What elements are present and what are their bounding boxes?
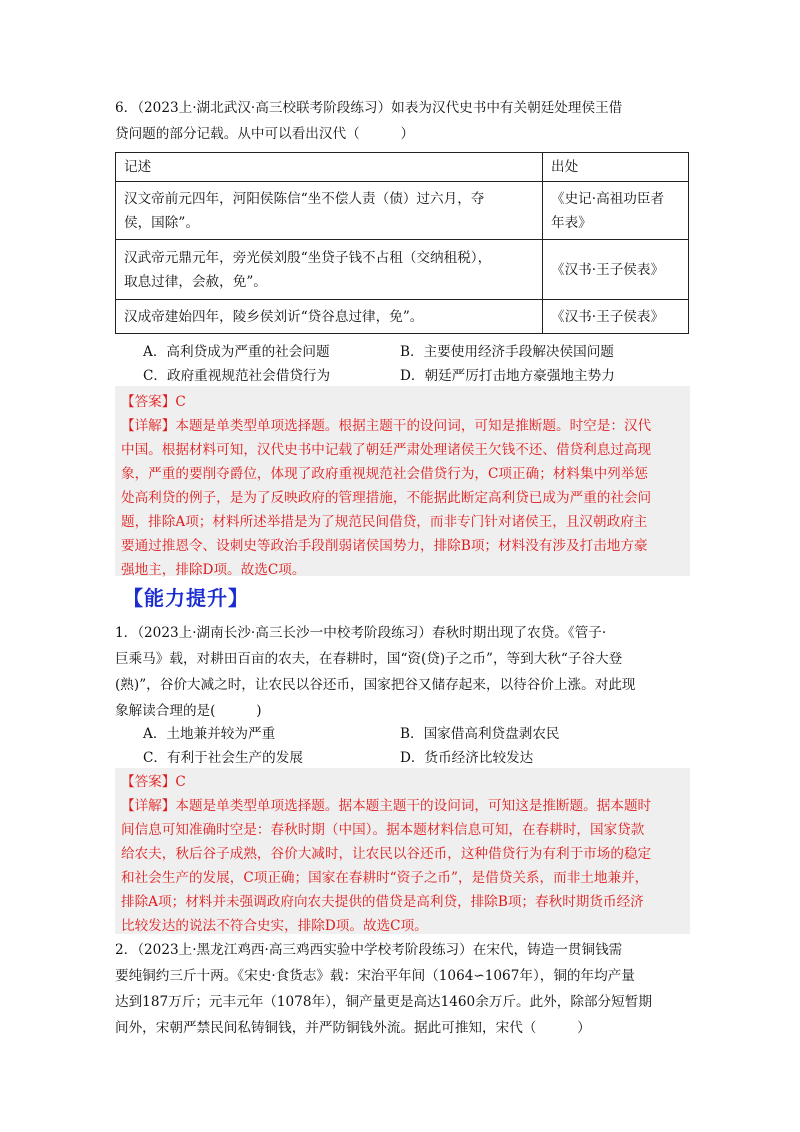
source-line: 《汉书·王子侯表》 — [551, 261, 665, 278]
q6-explanation-line: 【详解】本题是单类型单项选择题。根据主题干的设问词，可知是推断题。时空是：汉代 — [121, 418, 652, 434]
table-cell-source — [543, 300, 689, 334]
q6-explanation-line: 强地主，排除D项。故选C项。 — [121, 562, 306, 578]
record-line: 取息过律，会赦，免”。 — [124, 273, 267, 290]
source-line: 《汉书·王子侯表》 — [551, 308, 665, 325]
record-line: 侯，国除”。 — [124, 214, 199, 231]
table-header-record: 记述 — [116, 153, 543, 182]
q6-stem-line-2: 贷问题的部分记载。从中可以看出汉代（ ） — [115, 126, 415, 142]
q2-stem-line: 达到187万斤；元丰元年（1078年），铜产量更是高达1460余万斤。此外，除部分短暂期 — [115, 994, 652, 1010]
q6-option-c: C．政府重视规范社会借贷行为 — [143, 368, 331, 384]
q6-option-b: B．主要使用经济手段解决侯国问题 — [400, 344, 614, 360]
q6-explanation-line: 中国。根据材料可知，汉代史书中记载了朝廷严肃处理诸侯王欠钱不还、借贷利息过高现 — [121, 442, 652, 458]
q1-explanation-line: 排除A项；材料并未强调政府向农夫提供的借贷是高利贷，排除B项；春秋时期货币经济 — [121, 894, 644, 910]
q1-stem-line: 1．（2023上·湖南长沙·高三长沙一中校考阶段练习）春秋时期出现了农贷。《管子· — [115, 625, 607, 641]
record-line: 汉武帝元鼎元年，旁光侯刘殷“坐贷子钱不占租（交纳租税）， — [124, 249, 492, 266]
table-header-row — [116, 153, 689, 182]
table-row — [116, 182, 689, 240]
q1-explanation-line: 和社会生产的发展，C项正确；国家在春耕时“资子之币”，是借贷关系，而非土地兼并， — [121, 870, 649, 886]
q6-source-table — [115, 152, 689, 334]
source-line: 《史记·高祖功臣者 — [551, 190, 665, 207]
q6-answer-box — [115, 386, 690, 576]
q1-explanation-line: 间信息可知准确时空是：春秋时期（中国）。据本题材料信息可知，在春耕时，国家贷款 — [121, 822, 645, 838]
q1-option-c: C．有利于社会生产的发展 — [143, 750, 303, 766]
q6-explanation-line: 题，排除A项；材料所述举措是为了规范民间借贷，而非专门针对诸侯王，且汉朝政府主 — [121, 514, 648, 530]
q6-option-a: A．高利贷成为严重的社会问题 — [143, 344, 330, 360]
q1-stem-line: 象解读合理的是( ) — [115, 703, 262, 719]
record-line: 汉成帝建始四年，陵乡侯刘䜣“贷谷息过律，免”。 — [124, 308, 424, 325]
q1-stem-line: (熟)”，谷价大减之时，让农民以谷还币，国家把谷又储存起来，以待谷价上涨。对此现 — [115, 677, 636, 693]
table-row — [116, 300, 689, 334]
q2-stem-line: 2．（2023上·黑龙江鸡西·高三鸡西实验中学校考阶段练习）在宋代，铸造一贯铜钱需 — [115, 942, 623, 958]
record-line: 汉文帝前元四年，河阳侯陈信“坐不偿人责（债）过六月，夺 — [124, 190, 485, 207]
q1-explanation-line: 给农夫，秋后谷子成熟，谷价大减时，让农民以谷还币，这种借贷行为有利于市场的稳定 — [121, 846, 652, 862]
section-title: 【能力提升】 — [123, 586, 249, 610]
q1-option-a: A．土地兼并较为严重 — [143, 726, 276, 742]
q6-explanation-line: 处高利贷的例子，是为了反映政府的管理措施，不能据此断定高利贷已成为严重的社会问 — [121, 490, 652, 506]
source-line: 年表》 — [551, 214, 592, 231]
table-cell-record — [116, 240, 543, 300]
table-cell-record — [116, 300, 543, 334]
table-cell-source — [543, 240, 689, 300]
q1-option-b: B．国家借高利贷盘剥农民 — [400, 726, 560, 742]
q6-explanation-line: 要通过推恩令、设刺史等政治手段削弱诸侯国势力，排除B项；材料没有涉及打击地方豪 — [121, 538, 648, 554]
q2-stem-line: 间外，宋朝严禁民间私铸铜钱，并严防铜钱外流。据此可推知，宋代（ ） — [115, 1020, 591, 1036]
table-cell-source — [543, 182, 689, 240]
table-cell-record — [116, 182, 543, 240]
q1-answer: 【答案】C — [121, 774, 186, 790]
q6-explanation-line: 象，严重的要削夺爵位，体现了政府重视规范社会借贷行为，C项正确；材料集中列举惩 — [121, 466, 648, 482]
table-header-source: 出处 — [543, 153, 689, 182]
q1-option-d: D．货币经济比较发达 — [400, 750, 534, 766]
q6-answer: 【答案】C — [121, 394, 186, 410]
q1-answer-box — [115, 768, 690, 934]
q2-stem-line: 要纯铜约三斤十两。《宋史·食货志》载：宋治平年间（1064∽1067年），铜的年均产量 — [115, 968, 635, 984]
table-row — [116, 240, 689, 300]
q1-explanation-line: 比较发达的说法不符合史实，排除D项。故选C项。 — [121, 918, 428, 934]
q1-stem-line: 巨乘马》载，对耕田百亩的农夫，在春耕时，国“资(贷)子之币”，等到大秋“子谷大登 — [115, 651, 623, 667]
q6-option-d: D．朝廷严厉打击地方豪强地主势力 — [400, 368, 615, 384]
q6-stem-line-1: 6．（2023上·湖北武汉·高三校联考阶段练习）如表为汉代史书中有关朝廷处理侯王借 — [115, 100, 623, 116]
q1-explanation-line: 【详解】本题是单类型单项选择题。据本题主题干的设问词，可知这是推断题。据本题时 — [121, 798, 652, 814]
